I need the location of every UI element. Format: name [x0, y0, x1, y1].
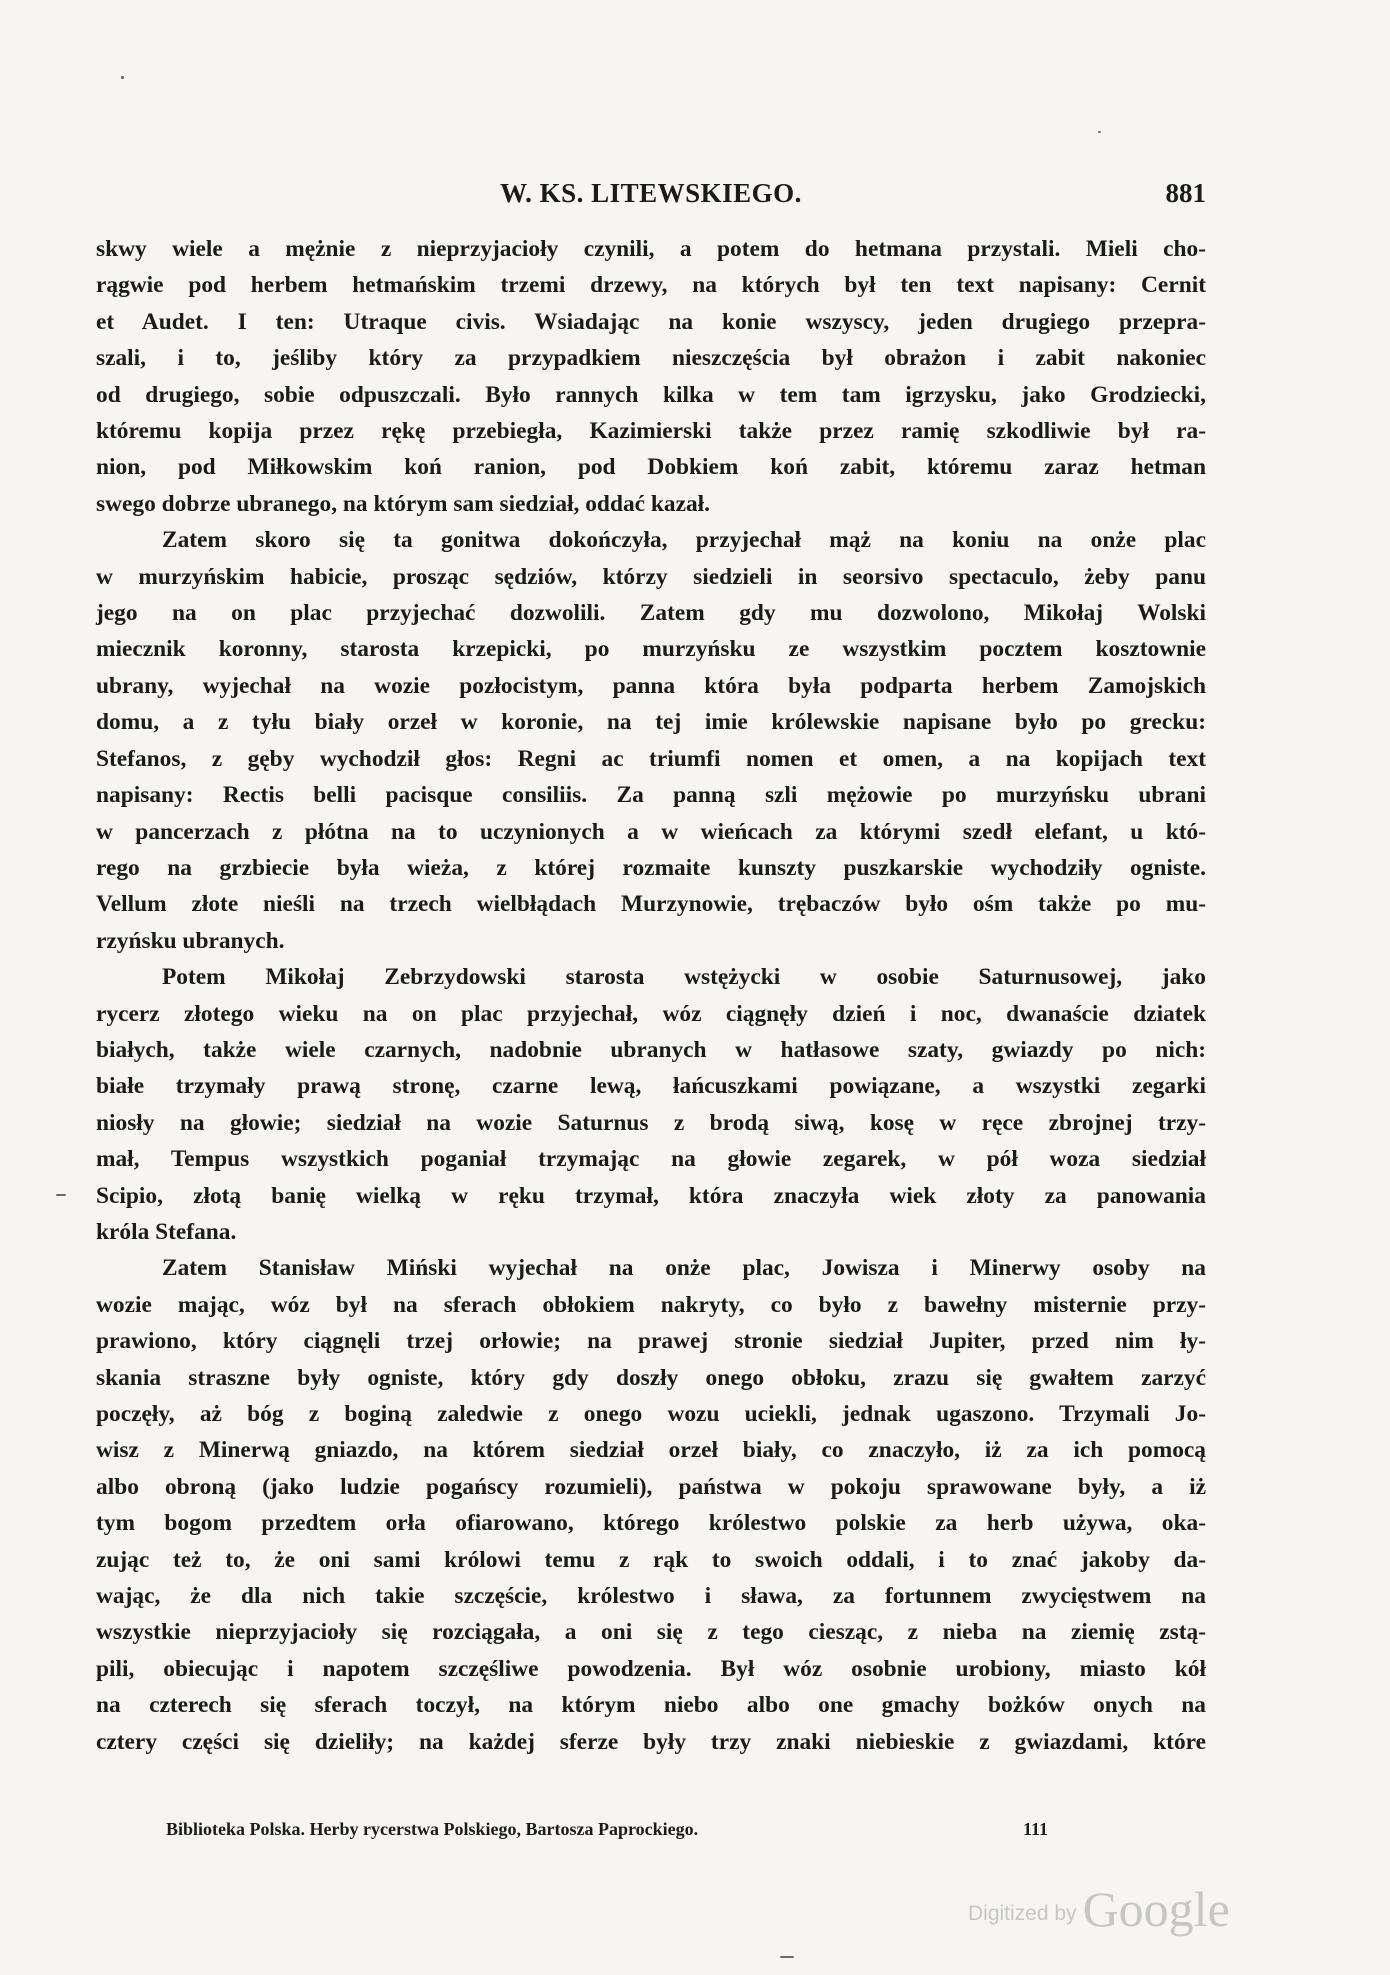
text-line: wszystkie nieprzyjacioły się rozciągała, a oni się z tego ciesząc, z nieba na ziemię zstą- — [96, 1619, 1206, 1646]
text-line: króla Stefana. — [96, 1218, 237, 1245]
text-line: poczęły, aż bóg z boginą zaledwie z onego wozu uciekli, jednak ugaszono. Trzymali Jo- — [96, 1401, 1206, 1427]
text-line: na czterech się sferach toczył, na którym niebo albo one gmachy bożków onych na — [96, 1692, 1206, 1719]
text-line: et Audet. I ten: Utraque civis. Wsiadając na konie wszyscy, jeden drugiego przepra- — [96, 308, 1206, 335]
text-line: ubrany, wyjechał na wozie pozłocistym, panna która była podparta herbem Zamojskich — [96, 672, 1206, 699]
text-line: rzyńsku ubranych. — [96, 927, 285, 954]
scan-speck — [56, 1194, 66, 1196]
scan-speck — [780, 1956, 794, 1958]
page-number: 881 — [1165, 178, 1206, 208]
body-text — [96, 231, 1206, 1760]
text-line: skania straszne były ogniste, który gdy doszły onego obłoku, zrazu się gwałtem zarzyć — [96, 1364, 1206, 1391]
text-line: Zatem skoro się ta gonitwa dokończyła, przyjechał mąż na koniu na onże plac — [162, 527, 1206, 554]
text-line: Zatem Stanisław Miński wyjechał na onże plac, Jowisza i Minerwy osoby na — [162, 1255, 1206, 1282]
text-line: tym bogom przedtem orła ofiarowano, którego królestwo polskie za herb używa, oka- — [96, 1510, 1206, 1537]
paragraph — [96, 959, 1206, 1250]
google-watermark — [968, 1880, 1230, 1938]
paragraph — [96, 1250, 1206, 1760]
running-head: W. KS. LITEWSKIEGO. — [500, 178, 802, 208]
text-line: swego dobrze ubranego, na którym sam siedział, oddać kazał. — [96, 490, 711, 517]
text-line: wisz z Minerwą gniazdo, na którem siedział orzeł biały, co znaczyło, iż za ich pomocą — [96, 1437, 1206, 1464]
paragraph — [96, 522, 1206, 959]
text-line: w pancerzach z płótna na to uczynionych a w wieńcach za którymi szedł elefant, u któ- — [96, 818, 1206, 845]
text-line: rego na grzbiecie była wieża, z której rozmaite kunszty puszkarskie wychodziły ogniste. — [96, 854, 1206, 881]
text-line: miecznik koronny, starosta krzepicki, po murzyńsku ze wszystkim pocztem kosztownie — [96, 636, 1206, 663]
text-line: Scipio, złotą banię wielką w ręku trzymał, która znaczyła wiek złoty za panowania — [96, 1182, 1206, 1209]
text-line: domu, a z tyłu biały orzeł w koronie, na tej imie królewskie napisane było po grecku: — [96, 709, 1206, 736]
scan-speck — [121, 76, 124, 79]
text-line: napisany: Rectis belli pacisque consiliis. Za panną szli mężowie po murzyńsku ubrani — [96, 782, 1206, 809]
text-line: nion, pod Miłkowskim koń ranion, pod Dobkiem koń zabit, któremu zaraz hetman — [96, 454, 1206, 481]
text-line: niosły na głowie; siedział na wozie Saturnus z brodą siwą, kosę w ręce zbrojnej trzy- — [96, 1109, 1206, 1136]
text-line: Vellum złote nieśli na trzech wielbłądach Murzynowie, trębaczów było ośm także po mu- — [96, 891, 1206, 918]
sheet-number: 111 — [1023, 1819, 1049, 1839]
text-line: rągwie pod herbem hetmańskim trzemi drzewy, na których był ten text napisany: Cernit — [96, 272, 1206, 299]
text-line: któremu kopija przez rękę przebiegła, Kazimierski także przez ramię szkodliwie był ra- — [96, 418, 1206, 445]
paragraph — [96, 231, 1206, 522]
text-line: od drugiego, sobie odpuszczali. Było rannych kilka w tem tam igrzysku, jako Grodziecki, — [96, 381, 1206, 408]
text-line: białych, także wiele czarnych, nadobnie ubranych w hatłasowe szaty, gwiazdy po nich: — [96, 1036, 1206, 1063]
text-line: w murzyńskim habicie, prosząc sędziów, którzy siedzieli in seorsivo spectaculo, żeby panu — [96, 563, 1206, 590]
watermark-prefix: Digitized by — [968, 1902, 1077, 1925]
google-logo: Google — [1082, 1881, 1230, 1937]
text-line: szali, i to, jeśliby który za przypadkiem nieszczęścia był obrażon i zabit nakoniec — [96, 345, 1206, 372]
text-line: białe trzymały prawą stronę, czarne lewą, łańcuszkami powiązane, a wszystki zegarki — [96, 1073, 1206, 1100]
text-line: skwy wiele a mężnie z nieprzyjacioły czynili, a potem do hetmana przystali. Mieli cho- — [96, 236, 1206, 262]
text-line: mał, Tempus wszystkich poganiał trzymając na głowie zegarek, w pół woza siedział — [96, 1146, 1206, 1173]
text-line: Potem Mikołaj Zebrzydowski starosta wstężycki w osobie Saturnusowej, jako — [162, 964, 1206, 991]
text-line: Stefanos, z gęby wychodził głos: Regni ac triumfi nomen et omen, a na kopijach text — [96, 745, 1206, 772]
text-line: pili, obiecując i napotem szczęśliwe powodzenia. Był wóz osobnie urobiony, miasto kół — [96, 1655, 1206, 1682]
text-line: cztery części się dzieliły; na każdej sferze były trzy znaki niebieskie z gwiazdami, które — [96, 1728, 1206, 1755]
text-line: jego na on plac przyjechać dozwolili. Zatem gdy mu dozwolono, Mikołaj Wolski — [96, 600, 1206, 627]
footer-signature: Biblioteka Polska. Herby rycerstwa Polskiego, Bartosza Paprockiego. — [166, 1819, 699, 1839]
text-line: albo obroną (jako ludzie pogańscy rozumieli), państwa w pokoju sprawowane były, a iż — [96, 1473, 1206, 1500]
page-header — [96, 178, 1206, 218]
text-line: rycerz złotego wieku na on plac przyjechał, wóz ciągnęły dzień i noc, dwanaście dziatek — [96, 1000, 1206, 1027]
text-line: wozie mając, wóz był na sferach obłokiem nakryty, co było z bawełny misternie przy- — [96, 1291, 1206, 1318]
scan-speck — [1098, 131, 1101, 133]
text-line: prawiono, który ciągnęli trzej orłowie; na prawej stronie siedział Jupiter, przed nim ły- — [96, 1328, 1206, 1355]
text-line: zując też to, że oni sami królowi temu z rąk to swoich oddali, i to znać jakoby da- — [96, 1546, 1206, 1573]
text-line: wając, że dla nich takie szczęście, królestwo i sława, za fortunnem zwycięstwem na — [96, 1583, 1206, 1610]
